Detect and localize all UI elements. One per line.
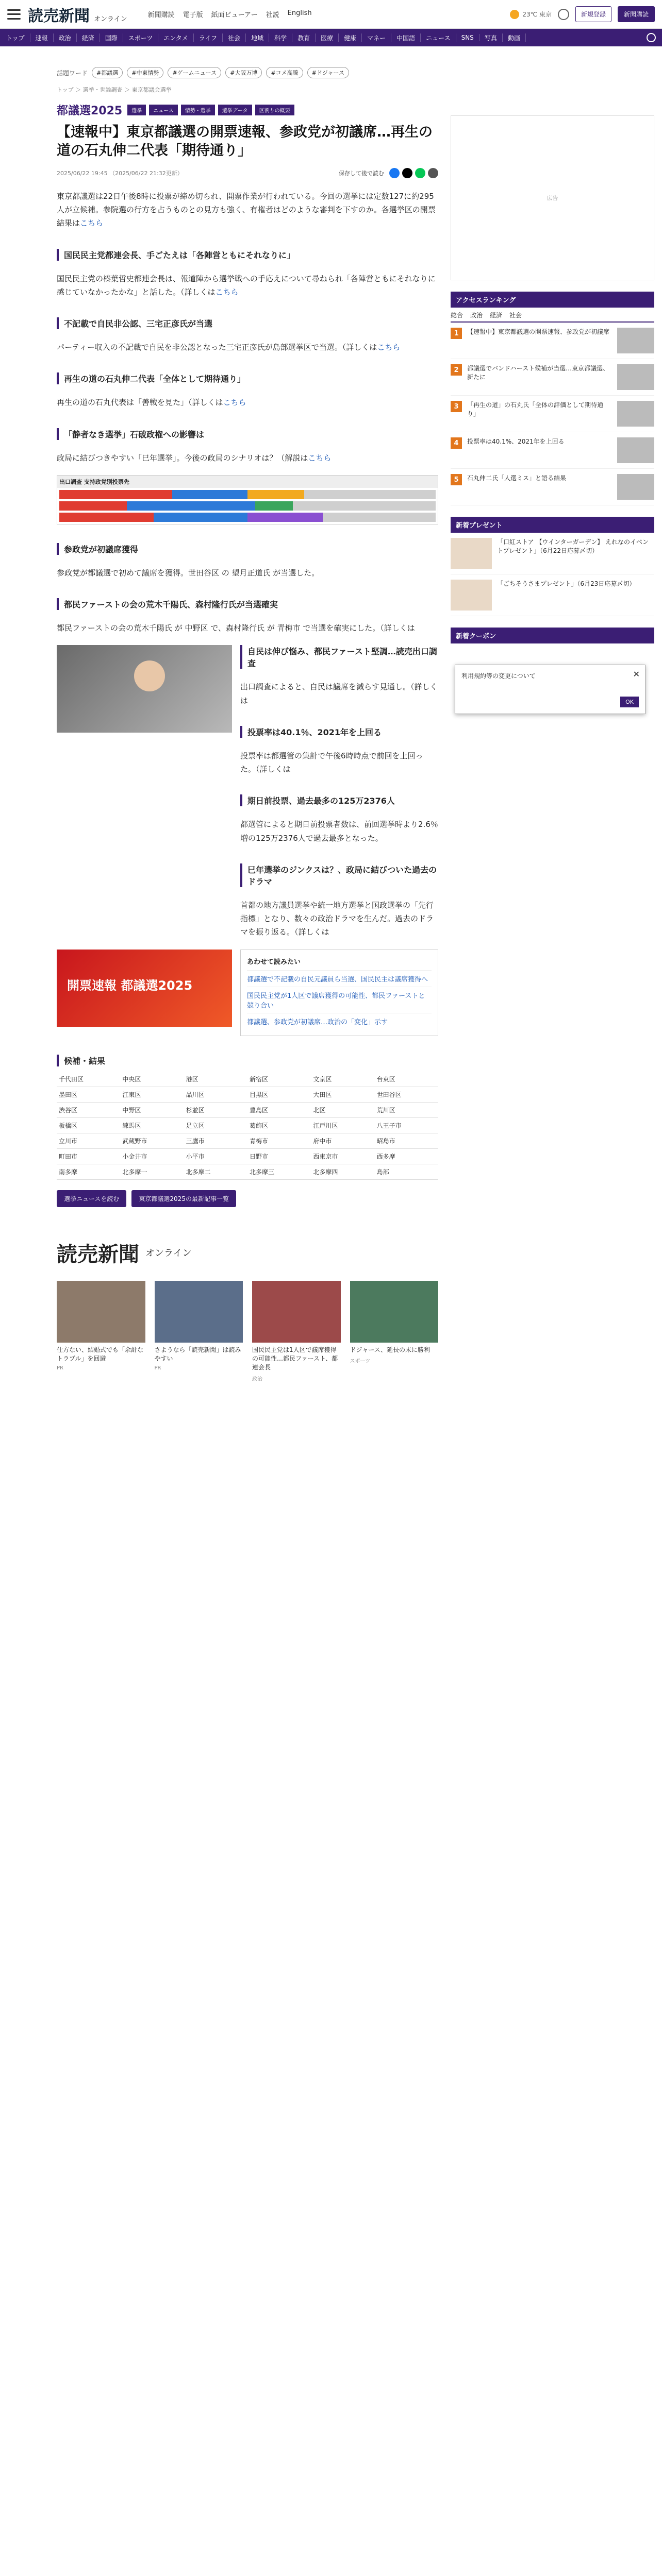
district-link[interactable]: 大田区 — [311, 1087, 374, 1103]
district-link[interactable]: 文京区 — [311, 1072, 374, 1087]
header-link[interactable]: 社説 — [266, 11, 279, 19]
sun-icon — [510, 10, 519, 19]
nav-item[interactable]: 社会 — [223, 33, 246, 42]
district-link[interactable]: 台東区 — [375, 1072, 438, 1087]
menu-icon[interactable] — [7, 9, 21, 20]
exit-poll-chart — [57, 475, 438, 524]
feed-source: 政治 — [252, 1376, 262, 1382]
section-link[interactable]: こちら — [308, 453, 332, 463]
ranking-tab[interactable]: 総合 — [451, 312, 464, 319]
district-link[interactable]: 西東京市 — [311, 1149, 374, 1164]
feed-image — [252, 1281, 341, 1343]
top-header — [0, 0, 662, 29]
header-link[interactable]: 電子版 — [183, 11, 203, 19]
rank-thumb — [617, 328, 654, 353]
header-link[interactable]: English — [287, 9, 312, 17]
section-heading: 巳年選挙のジンクスは？、政局に結びついた過去のドラマ — [240, 863, 438, 887]
nav-item[interactable]: ライフ — [194, 33, 223, 42]
section-heading: 「静者なき選挙」石破政権への影響は — [57, 428, 438, 440]
nav-item[interactable]: 速報 — [30, 33, 54, 42]
section-body: 政局に結びつきやすい「巳年選挙」。今後の政局のシナリオは？（解説は — [57, 453, 308, 463]
topic-chip[interactable]: #コメ高騰 — [266, 67, 303, 78]
facebook-icon[interactable] — [389, 168, 400, 178]
rank-number: 4 — [451, 437, 462, 449]
link-icon[interactable] — [428, 168, 438, 178]
feed-image — [350, 1281, 439, 1343]
district-link[interactable]: 練馬区 — [120, 1118, 184, 1133]
section-text: 都選管によると期日前投票者数は、前回選挙時より2.6％増の125万2376人で過去最多となった。 — [240, 820, 438, 843]
logo-sub: オンライン — [94, 15, 127, 23]
rank-thumb — [617, 437, 654, 463]
ranking-title: アクセスランキング — [451, 292, 654, 308]
main-column — [57, 46, 438, 1382]
district-link[interactable]: 中野区 — [120, 1103, 184, 1118]
feed-source: PR — [57, 1365, 63, 1371]
logo-text: 読売新聞 — [28, 7, 90, 25]
district-link[interactable]: 島部 — [375, 1164, 438, 1180]
district-link[interactable]: 青梅市 — [247, 1133, 311, 1149]
district-link[interactable]: 豊島区 — [247, 1103, 311, 1118]
ranking-item[interactable] — [451, 359, 654, 396]
rank-thumb — [617, 364, 654, 390]
section-heading: 自民は伸び悩み、都民ファースト堅調…読売出口調査 — [240, 645, 438, 669]
nav-item[interactable]: 政治 — [54, 33, 77, 42]
feed-card[interactable] — [57, 1281, 145, 1382]
save-button[interactable]: 保存して後で読む — [339, 170, 384, 177]
district-link[interactable]: 八王子市 — [375, 1118, 438, 1133]
district-link[interactable]: 立川市 — [57, 1133, 120, 1149]
election-title: 候補・結果 — [57, 1055, 438, 1066]
rank-thumb — [617, 474, 654, 500]
nav-item[interactable]: エンタメ — [158, 33, 194, 42]
section-text: 投票率は都選管の集計で午後6時時点で前回を上回った。（詳しくは — [240, 751, 423, 774]
related-links — [240, 950, 438, 1036]
section-text — [57, 451, 438, 465]
district-link[interactable]: 世田谷区 — [375, 1087, 438, 1103]
nav-item[interactable]: 動画 — [503, 33, 526, 42]
topic-chip[interactable]: #中東情勢 — [127, 67, 163, 78]
category-tag[interactable]: ニュース — [149, 105, 178, 115]
subscribe-button[interactable]: 新聞購読 — [618, 6, 655, 22]
section-heading: 参政党が初議席獲得 — [57, 543, 438, 555]
section-text: 首都の地方議員選挙や統一地方選挙と国政選挙の「先行指標」となり、数々の政治ドラマを生んだ。過去のドラマを振り返る。（詳しくは — [240, 900, 434, 937]
section-heading: 都民ファーストの会の荒木千陽氏、森村隆行氏が当選確実 — [57, 598, 438, 610]
district-link[interactable]: 北多摩一 — [120, 1164, 184, 1180]
ranking-tab[interactable]: 政治 — [470, 312, 483, 319]
line-icon[interactable] — [415, 168, 425, 178]
district-link[interactable]: 杉並区 — [184, 1103, 247, 1118]
district-link[interactable]: 新宿区 — [247, 1072, 311, 1087]
nav-item[interactable]: 健康 — [339, 33, 362, 42]
section-heading: 国民民主党都連会長、手ごたえは「各陣営ともにそれなりに」 — [57, 249, 438, 261]
category-tag[interactable]: 区割りの概要 — [255, 105, 294, 115]
feed-card[interactable] — [252, 1281, 341, 1382]
district-link[interactable]: 三鷹市 — [184, 1133, 247, 1149]
feed-card[interactable] — [350, 1281, 439, 1382]
category-tag[interactable]: 選挙データ — [218, 105, 252, 115]
header-link[interactable]: 新聞購読 — [147, 11, 175, 19]
feed-card[interactable] — [155, 1281, 243, 1382]
present-title: 「口紅ストア 【ウインターガーデン】 えれなのイベントプレゼント」（6月22日応募〆切） — [497, 538, 649, 554]
district-link[interactable]: 荒川区 — [375, 1103, 438, 1118]
popup-text: 利用規約等の変更について — [461, 672, 536, 680]
rank-title: 投票率は40.1%、2021年を上回る — [467, 438, 565, 445]
recommend-feed — [57, 1281, 438, 1382]
feed-title: 仕方ない、結婚式でも「余計なトラブル」を回避 — [57, 1346, 144, 1363]
ranking-item[interactable] — [451, 323, 654, 359]
category-tag[interactable]: 情勢・選挙 — [181, 105, 215, 115]
x-icon[interactable] — [402, 168, 412, 178]
lead-paragraph — [57, 190, 438, 230]
rank-title: 【速報中】東京都議選の開票速報、参政党が初議席 — [467, 328, 610, 335]
topic-chip[interactable]: #ドジャース — [307, 67, 349, 78]
section-body: 国民民主党の榛葉哲史都連会長は、報道陣から選挙戦への手応えについて尋ねられ「各陣営ともにそれなりに感じていなかったかな」と話した。（詳しくは — [57, 274, 436, 297]
district-link[interactable]: 北区 — [311, 1103, 374, 1118]
ranking-tab[interactable]: 社会 — [509, 312, 522, 319]
election-button[interactable]: 東京都議選2025の最新記事一覧 — [131, 1190, 236, 1207]
nav-item[interactable]: 医療 — [316, 33, 339, 42]
footer-logo-sub: オンライン — [145, 1248, 192, 1259]
register-button[interactable]: 新規登録 — [575, 6, 611, 22]
rank-number: 2 — [451, 364, 462, 376]
nav-item[interactable]: ニュース — [421, 33, 456, 42]
district-link[interactable]: 日野市 — [247, 1149, 311, 1164]
close-icon[interactable]: ✕ — [633, 669, 640, 679]
district-link[interactable]: 昭島市 — [375, 1133, 438, 1149]
present-thumb — [451, 580, 492, 611]
district-link[interactable]: 江戸川区 — [311, 1118, 374, 1133]
banner-text: 開票速報 都議選2025 — [67, 978, 193, 993]
district-link[interactable]: 中央区 — [120, 1072, 184, 1087]
nav-item[interactable]: スポーツ — [123, 33, 159, 42]
category-tags — [127, 105, 294, 115]
ranking-item[interactable] — [451, 396, 654, 432]
section-text — [57, 272, 438, 299]
result-banner[interactable] — [57, 950, 232, 1027]
article-title: 【速報中】東京都議選の開票速報、参政党が初議席…再生の道の石丸伸二代表「期待通り」 — [57, 124, 433, 159]
present-item[interactable] — [451, 574, 654, 616]
share-icons — [389, 168, 438, 178]
section-link[interactable]: こちら — [215, 287, 239, 297]
section-link[interactable]: こちら — [377, 343, 401, 352]
breadcrumb[interactable]: トップ ＞ 選挙・世論調査 ＞ 東京都議会選挙 — [57, 87, 172, 93]
rank-title: 「再生の道」の石丸氏「全体の評価として期待通り」 — [467, 401, 604, 417]
district-link[interactable]: 小平市 — [184, 1149, 247, 1164]
ranking-tab[interactable]: 経済 — [490, 312, 503, 319]
nav-item[interactable]: 国際 — [100, 33, 123, 42]
district-link[interactable]: 板橋区 — [57, 1118, 120, 1133]
chart-bar — [59, 490, 436, 499]
chart-bar — [59, 501, 436, 511]
related-link[interactable]: 都議選、参政党が初議席…政治の「変化」示す — [247, 1013, 432, 1029]
district-link[interactable]: 武蔵野市 — [120, 1133, 184, 1149]
section-text — [57, 396, 438, 409]
district-link[interactable]: 渋谷区 — [57, 1103, 120, 1118]
search-icon[interactable] — [647, 33, 656, 42]
section-body: パーティー収入の不記載で自民を非公認となった三宅正彦氏が島部選挙区で当選。（詳しくは — [57, 343, 377, 352]
district-link[interactable]: 南多摩 — [57, 1164, 120, 1180]
rank-thumb — [617, 401, 654, 427]
district-link[interactable]: 墨田区 — [57, 1087, 120, 1103]
feed-image — [155, 1281, 243, 1343]
district-link[interactable]: 目黒区 — [247, 1087, 311, 1103]
district-link[interactable]: 江東区 — [120, 1087, 184, 1103]
ranking-tabs — [451, 311, 654, 323]
rank-number: 5 — [451, 474, 462, 485]
district-link[interactable]: 府中市 — [311, 1133, 374, 1149]
feed-source: スポーツ — [350, 1359, 371, 1365]
section-heading: 不記載で自民非公認、三宅正彦氏が当選 — [57, 317, 438, 329]
lead-link[interactable]: こちら — [80, 218, 104, 228]
nav-item[interactable]: 写真 — [479, 33, 503, 42]
notice-popup — [455, 665, 646, 714]
rank-title: 都議選でバンドハースト候補が当選…東京都議選、新たに — [467, 365, 609, 381]
header-link[interactable]: 紙面ビューアー — [211, 11, 258, 19]
district-link[interactable]: 北多摩二 — [184, 1164, 247, 1180]
weather-text: 23℃ 東京 — [522, 11, 552, 18]
section-body: 再生の道の石丸代表は「善戦を見た」（詳しくは — [57, 398, 223, 408]
related-title: あわせて読みたい — [247, 958, 301, 966]
topic-chip[interactable]: #ゲームニュース — [168, 67, 221, 78]
feed-image — [57, 1281, 145, 1343]
rank-number: 3 — [451, 401, 462, 412]
election-button[interactable]: 選挙ニュースを読む — [57, 1190, 126, 1207]
chart-title: 出口調査 支持政党別投票先 — [57, 476, 438, 488]
category-title[interactable]: 都議選2025 — [57, 105, 123, 117]
district-link[interactable]: 北多摩三 — [247, 1164, 311, 1180]
user-icon[interactable] — [558, 9, 569, 20]
present-title: 新着プレゼント — [451, 517, 654, 533]
nav-item[interactable]: 地域 — [246, 33, 269, 42]
district-link[interactable]: 港区 — [184, 1072, 247, 1087]
district-link[interactable]: 北多摩四 — [311, 1164, 374, 1180]
related-link[interactable]: 都議選で不記載の自民元議員ら当選、国民民主は議席獲得へ — [247, 970, 432, 987]
nav-item[interactable]: SNS — [456, 34, 479, 41]
article-photo[interactable] — [57, 645, 232, 733]
feed-title: 国民民主党は1人区で議席獲得の可能性…都民ファースト、都連会長 — [252, 1346, 338, 1371]
district-link[interactable]: 品川区 — [184, 1087, 247, 1103]
district-link[interactable]: 西多摩 — [375, 1149, 438, 1164]
present-thumb — [451, 538, 492, 569]
topic-bar — [57, 67, 438, 78]
district-link[interactable]: 千代田区 — [57, 1072, 120, 1087]
section-heading: 期日前投票、過去最多の125万2376人 — [240, 794, 438, 806]
footer-logo[interactable] — [57, 1238, 438, 1267]
topic-chip[interactable]: #都議選 — [92, 67, 123, 78]
nav-item[interactable]: 経済 — [77, 33, 100, 42]
weather-widget[interactable] — [510, 10, 552, 19]
nav-item[interactable]: 科学 — [269, 33, 292, 42]
nav-item[interactable]: 中国語 — [391, 33, 421, 42]
section-text: 出口調査によると、自民は議席を減らす見通し。（詳しくは — [240, 682, 438, 705]
main-nav — [0, 29, 662, 46]
category-tag[interactable]: 選挙 — [127, 105, 146, 115]
nav-item[interactable]: トップ — [6, 33, 30, 42]
coupon-title: 新着クーポン — [451, 628, 654, 643]
nav-item[interactable]: マネー — [362, 33, 391, 42]
present-title: 「ごちそうさまプレゼント」（6月23日応募〆切） — [497, 580, 636, 587]
footer-logo-text: 読売新聞 — [57, 1242, 139, 1266]
district-link[interactable]: 町田市 — [57, 1149, 120, 1164]
rank-number: 1 — [451, 328, 462, 339]
topic-chip[interactable]: #大阪万博 — [225, 67, 262, 78]
section-heading: 再生の道の石丸伸二代表「全体として期待通り」 — [57, 372, 438, 384]
feed-title: ドジャース、延長の末に勝利 — [350, 1346, 431, 1353]
site-logo[interactable] — [28, 3, 127, 26]
header-links — [148, 9, 312, 19]
related-link[interactable]: 国民民主党が1人区で議席獲得の可能性、都民ファーストと競り合い — [247, 987, 432, 1013]
popup-ok-button[interactable]: OK — [620, 697, 639, 707]
article-date: 2025/06/22 19:45 （2025/06/22 21:32更新） — [57, 170, 183, 177]
district-link[interactable]: 足立区 — [184, 1118, 247, 1133]
section-heading: 投票率は40.1％、2021年を上回る — [240, 726, 438, 738]
section-link[interactable]: こちら — [223, 398, 246, 408]
section-text — [57, 341, 438, 354]
nav-item[interactable]: 教育 — [292, 33, 316, 42]
district-grid — [57, 1072, 438, 1180]
topic-label: 話題ワード — [57, 69, 88, 77]
feed-source: PR — [154, 1365, 161, 1371]
section-text: 都民ファーストの会の荒木千陽氏 が 中野区 で、森村隆行氏 が 青梅市 で当選を確実にした。（詳しくは — [57, 623, 415, 633]
ad-box[interactable]: 広告 — [451, 115, 654, 280]
ranking-item[interactable] — [451, 432, 654, 469]
chart-bar — [59, 513, 436, 522]
rank-title: 石丸伸二氏「人選ミス」と語る結果 — [467, 474, 567, 482]
ranking-item[interactable] — [451, 469, 654, 505]
feed-title: さようなら「読売新聞」は読みやすい — [154, 1346, 241, 1363]
section-text: 参政党が都議選で初めて議席を獲得。世田谷区 の 望月正道氏 が当選した。 — [57, 568, 320, 578]
sidebar — [451, 46, 654, 1382]
district-link[interactable]: 葛飾区 — [247, 1118, 311, 1133]
lead-text: 東京都議選は22日午後8時に投票が締め切られ、開票作業が行われている。今回の選挙には定数127に約295人が立候補。参院選の行方を占うものとの見方も強く、有権者はどのような審判を下すのか。各選挙区の開票結果は — [57, 191, 436, 228]
district-link[interactable]: 小金井市 — [120, 1149, 184, 1164]
present-item[interactable] — [451, 533, 654, 574]
